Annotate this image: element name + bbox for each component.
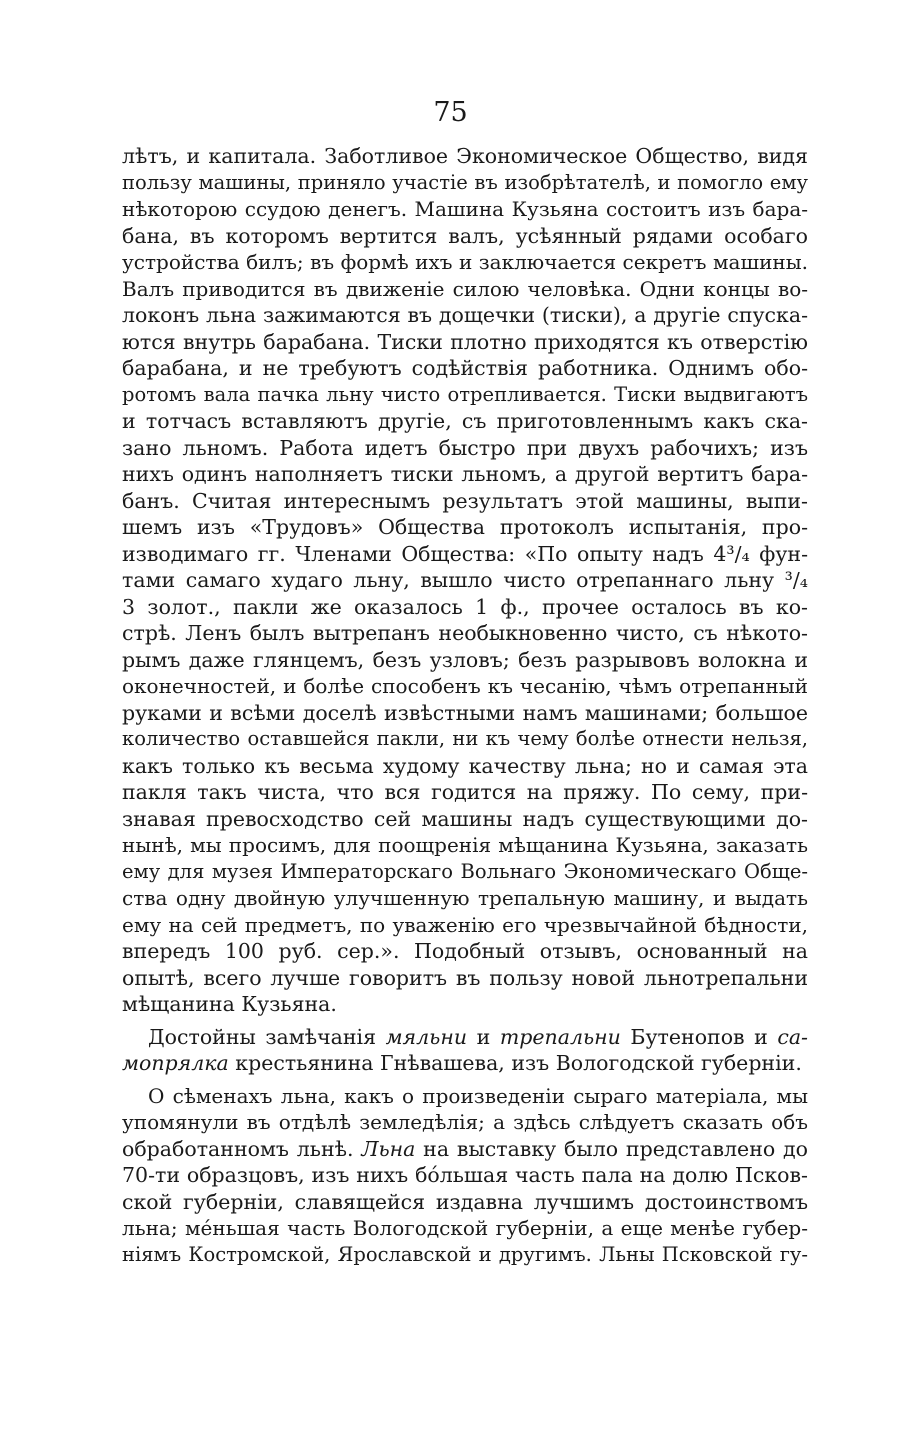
text-line: опытѣ, всего лучше говоритъ въ пользу новой льнотрепальни: [122, 965, 808, 990]
body-text: [122, 143, 808, 1268]
text-line: Валъ приводится въ движеніе силою человѣка. Одни концы во-: [122, 276, 808, 301]
text-line: тами самаго худаго льну, вышло чисто отрепаннаго льну ³/₄: [122, 568, 808, 592]
text-run: на выставку было представлено до: [415, 1136, 808, 1161]
text-line: впередъ 100 руб. сер.». Подобный отзывъ, основанный на: [122, 939, 808, 963]
italic-term: Льна: [361, 1136, 416, 1161]
text-line: ства одну двойную улучшенную трепальную машину, и выдать: [122, 886, 808, 910]
text-line: барабана, и не требуютъ содѣйствія работника. Однимъ обо-: [122, 356, 808, 380]
text-line: ему на сей предметъ, по уваженію его чрезвычайной бѣдности,: [122, 912, 808, 937]
text-line: изводимаго гг. Членами Общества: «По опыту надъ 4³/₄ фун-: [122, 541, 808, 566]
text-line: ской губерніи, славящейся издавна лучшимъ достоинствомъ: [122, 1189, 808, 1214]
paragraph-1: [122, 143, 808, 1018]
text-line: ніямъ Костромской, Ярославской и другимъ. Льны Псковской гу-: [122, 1242, 808, 1266]
text-run: Достойны замѣчанія: [148, 1024, 386, 1049]
text-line: стрѣ. Ленъ былъ вытрепанъ необыкновенно чисто, съ нѣкото-: [122, 621, 808, 645]
text-line: [122, 1024, 808, 1051]
text-line: ему для музея Императорскаго Вольнаго Экономическаго Обще-: [122, 859, 808, 883]
text-line: устройства билъ; въ формѣ ихъ и заключается секретъ машины.: [122, 250, 808, 274]
text-line: 3 золот., пакли же оказалось 1 ф., прочее осталось въ ко-: [122, 594, 808, 619]
text-line: [122, 1136, 808, 1163]
text-line: О сѣменахъ льна, какъ о произведеніи сыраго матеріала, мы: [148, 1083, 808, 1108]
text-line: нихъ одинъ наполняетъ тиски льномъ, а другой вертитъ бара-: [122, 462, 808, 486]
italic-term: мяльни: [385, 1024, 468, 1049]
text-line: локонъ льна зажимаются въ дощечки (тиски), а другіе спуска-: [122, 303, 808, 327]
text-line: шемъ изъ «Трудовъ» Общества протоколъ испытанія, про-: [122, 515, 808, 539]
text-line: ротомъ вала пачка льну чисто отрепливается. Тиски выдвигаютъ: [122, 382, 808, 406]
page-number: 75: [433, 97, 468, 128]
text-run: обработанномъ льнѣ.: [122, 1136, 362, 1161]
text-line: нынѣ, мы просимъ, для поощренія мѣщанина Кузьяна, заказать: [122, 833, 808, 857]
text-line: пользу машины, приняло участіе въ изобрѣтателѣ, и помогло ему: [122, 170, 808, 194]
text-line: руками и всѣми доселѣ извѣстными намъ машинами; большое: [122, 700, 808, 725]
paragraph-3: [122, 1083, 808, 1269]
text-line: пакля такъ чиста, что вся годится на пряжу. По сему, при-: [122, 780, 808, 804]
text-run: и: [467, 1024, 500, 1049]
text-line: льна; мéньшая часть Вологодской губерніи, а еще менѣе губер-: [122, 1216, 808, 1240]
italic-term: мопрялка: [122, 1051, 229, 1075]
text-run: Бутенопов и: [620, 1024, 778, 1049]
text-line: оконечностей, и болѣе способенъ къ чесанію, чѣмъ отрепанный: [122, 674, 808, 698]
text-line: лѣтъ, и капитала. Заботливое Экономическое Общество, видя: [122, 144, 808, 168]
italic-term: трепальни: [499, 1024, 621, 1049]
text-line: рымъ даже глянцемъ, безъ узловъ; безъ разрывовъ волокна и: [122, 647, 808, 672]
text-line: зано льномъ. Работа идетъ быстро при двухъ рабочихъ; изъ: [122, 435, 808, 460]
text-run: крестьянина Гнѣвашева, изъ Вологодской губерніи.: [228, 1051, 802, 1075]
text-line: банъ. Считая интереснымъ результатъ этой машины, выпи-: [122, 488, 808, 513]
text-line: мѣщанина Кузьяна.: [122, 992, 337, 1016]
text-line: и тотчасъ вставляютъ другіе, съ приготовленнымъ какъ ска-: [122, 409, 808, 433]
text-line: нѣкоторою ссудою денегъ. Машина Кузьяна состоитъ изъ бара-: [122, 197, 808, 221]
text-line: количество оставшейся пакли, ни къ чему болѣе отнести нельзя,: [122, 727, 808, 750]
text-line: [122, 1050, 808, 1077]
paragraph-2: [122, 1024, 808, 1077]
text-line: какъ только къ весьма худому качеству льна; но и самая эта: [122, 753, 808, 778]
text-line: бана, въ которомъ вертится валъ, усѣянный рядами особаго: [122, 223, 808, 248]
text-line: ются внутрь барабана. Тиски плотно приходятся къ отверстію: [122, 329, 808, 354]
text-line: упомянули въ отдѣлѣ земледѣлія; а здѣсь слѣдуетъ сказать объ: [122, 1110, 808, 1134]
text-line: знавая превосходство сей машины надъ существующими до-: [122, 806, 808, 831]
italic-term: са-: [777, 1024, 808, 1049]
text-line: 70-ти образцовъ, изъ нихъ бóльшая часть пала на долю Псков-: [122, 1163, 808, 1187]
